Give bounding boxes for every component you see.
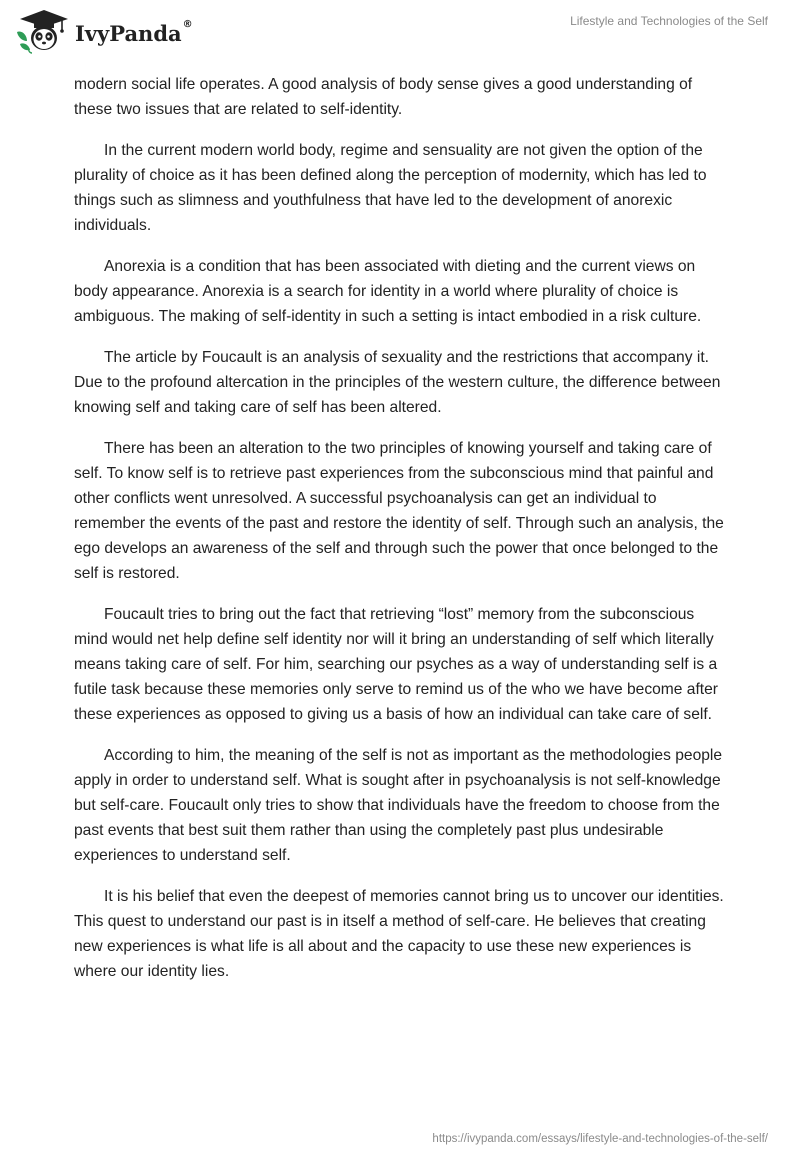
page-header xyxy=(0,0,800,70)
logo-wordmark: IvyPanda® xyxy=(75,18,193,46)
source-url-link[interactable]: https://ivypanda.com/essays/lifestyle-and-technologies-of-the-self/ xyxy=(432,1133,768,1145)
paragraph: modern social life operates. A good analysis of body sense gives a good understanding of these two issues that are related to self-identity. xyxy=(74,76,693,118)
paragraph: In the current modern world body, regime and sensuality are not given the option of the plurality of choice as it has been defined along the perception of modernity, which has led to things such as slimness and youthfulness that have led to the development of anorexic individuals. xyxy=(74,142,707,234)
paragraph: Anorexia is a condition that has been associated with dieting and the current views on body appearance. Anorexia is a search for identity in a world where plurality of choice is ambiguous. The making of self-identity in such a setting is intact embodied in a risk culture. xyxy=(74,258,702,325)
panda-graduate-icon xyxy=(14,8,68,54)
document-title: Lifestyle and Technologies of the Self xyxy=(570,14,768,28)
paragraph: It is his belief that even the deepest of memories cannot bring us to uncover our identities. This quest to understand our past is in itself a method of self-care. He believes that creating new experiences is what life is all about and the capacity to use these new experiences is where our identity lies. xyxy=(74,888,724,980)
paragraph: Foucault tries to bring out the fact that retrieving “lost” memory from the subconscious mind would net help define self identity nor will it bring an understanding of self which literally means taking care of self. For him, searching our psyches as a way of understanding self is a futile task because these memories only serve to remind us of the who we have become after these experiences as opposed to giving us a basis of how an individual can take care of self. xyxy=(74,606,719,723)
paragraph: The article by Foucault is an analysis of sexuality and the restrictions that accompany it. Due to the profound altercation in the principles of the western culture, the difference between knowing self and taking care of self has been altered. xyxy=(74,349,721,416)
paragraph: There has been an alteration to the two principles of knowing yourself and taking care of self. To know self is to retrieve past experiences from the subconscious mind that painful and other conflicts went unresolved. A successful psychoanalysis can get an individual to remember the events of the past and restore the identity of self. Through such an analysis, the ego develops an awareness of the self and through such the power that once belonged to the self is restored. xyxy=(74,440,724,582)
paragraph: According to him, the meaning of the self is not as important as the methodologies people apply in order to understand self. What is sought after in psychoanalysis is not self-knowledge but self-care. Foucault only tries to show that individuals have the freedom to choose from the past events that best suit them rather than using the completely past plus undesirable experiences to understand self. xyxy=(74,747,723,864)
essay-body xyxy=(74,72,728,1000)
ivypanda-logo[interactable] xyxy=(14,8,193,54)
